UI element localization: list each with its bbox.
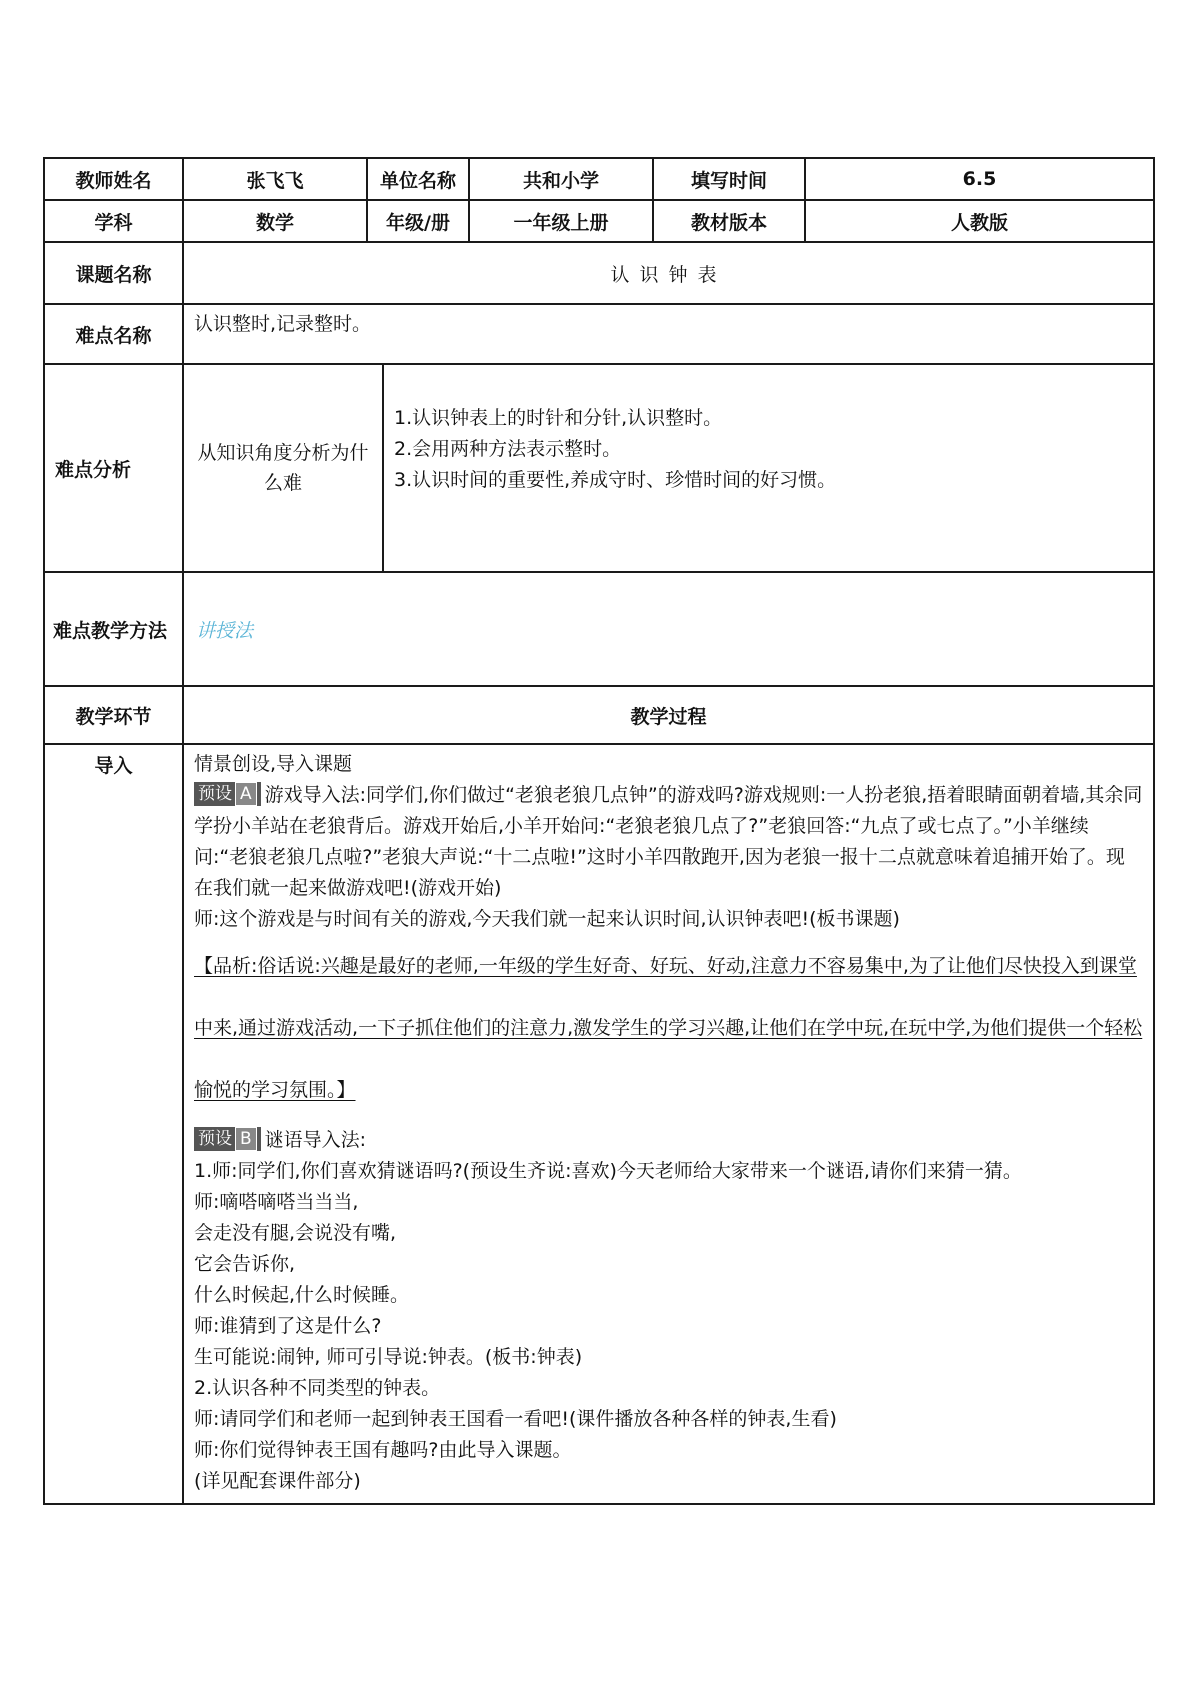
analysis-sub-label: 从知识角度分析为什么难 [184, 365, 384, 571]
stage-label: 教学环节 [44, 686, 183, 744]
intro-row [44, 744, 1154, 1504]
analysis-split [184, 365, 1153, 571]
subject-label: 学科 [44, 200, 183, 242]
intro-line: 师:嘀嗒嘀嗒当当当, [194, 1191, 359, 1213]
unit-label: 单位名称 [367, 158, 469, 200]
analysis-points [384, 365, 1153, 571]
lesson-plan-page [43, 157, 1153, 1505]
process-label: 教学过程 [183, 686, 1154, 744]
difficulty-row [44, 304, 1154, 364]
method-label: 难点教学方法 [44, 572, 183, 686]
edition-label: 教材版本 [653, 200, 805, 242]
unit-name: 共和小学 [469, 158, 653, 200]
teacher-line: 师:这个游戏是与时间有关的游戏,今天我们就一起来认识时间,认识钟表吧!(板书课题) [194, 908, 900, 930]
intro-line: (详见配套课件部分) [194, 1470, 361, 1492]
preset-a-block [194, 780, 1143, 904]
intro-line: 师:请同学们和老师一起到钟表王国看一看吧!(课件播放各种各样的钟表,生看) [194, 1408, 837, 1430]
preset-b-letter: B [235, 1127, 257, 1151]
preset-a-badge [194, 782, 261, 806]
date-value: 6.5 [805, 158, 1154, 200]
edition-value: 人教版 [805, 200, 1154, 242]
preset-a-letter: A [235, 782, 257, 806]
intro-line: 生可能说:闹钟, 师可引导说:钟表。(板书:钟表) [194, 1346, 583, 1368]
subject-value: 数学 [183, 200, 367, 242]
preset-b-tag: 预设 [198, 1129, 232, 1149]
preset-a-tag: 预设 [198, 784, 232, 804]
method-value: 讲授法 [183, 572, 1154, 686]
method-row [44, 572, 1154, 686]
analysis-point: 3.认识时间的重要性,养成守时、珍惜时间的好习惯。 [394, 469, 837, 491]
grade-label: 年级/册 [367, 200, 469, 242]
grade-value: 一年级上册 [469, 200, 653, 242]
preset-b-badge [194, 1127, 261, 1151]
analysis-label: 难点分析 [44, 364, 183, 572]
teacher-label: 教师姓名 [44, 158, 183, 200]
teacher-name: 张飞飞 [183, 158, 367, 200]
intro-line: 师:你们觉得钟表王国有趣吗?由此导入课题。 [194, 1439, 572, 1461]
header-row-2 [44, 200, 1154, 242]
analysis-row [44, 364, 1154, 572]
topic-title: 认识钟表 [183, 242, 1154, 304]
lesson-plan-table [43, 157, 1155, 1505]
intro-heading: 情景创设,导入课题 [194, 753, 353, 775]
intro-line: 它会告诉你, [194, 1253, 296, 1275]
process-header-row [44, 686, 1154, 744]
date-label: 填写时间 [653, 158, 805, 200]
preset-b-text: 谜语导入法: [264, 1129, 367, 1151]
analysis-point: 2.会用两种方法表示整时。 [394, 438, 622, 460]
intro-line: 1.师:同学们,你们喜欢猜谜语吗?(预设生齐说:喜欢)今天老师给大家带来一个谜语,请你们来猜一猜。 [194, 1160, 1022, 1182]
header-row-1 [44, 158, 1154, 200]
topic-row [44, 242, 1154, 304]
analysis-point: 1.认识钟表上的时针和分针,认识整时。 [394, 407, 723, 429]
difficulty-label: 难点名称 [44, 304, 183, 364]
intro-line: 师:谁猜到了这是什么? [194, 1315, 382, 1337]
intro-line: 什么时候起,什么时候睡。 [194, 1284, 410, 1306]
intro-line: 会走没有腿,会说没有嘴, [194, 1222, 397, 1244]
topic-label: 课题名称 [44, 242, 183, 304]
analysis-cell [183, 364, 1154, 572]
analysis-comment: 【品析:俗话说:兴趣是最好的老师,一年级的学生好奇、好玩、好动,注意力不容易集中,为了让他们尽快投入到课堂中来,通过游戏活动,一下子抓住他们的注意力,激发学生的学习兴趣,让他们在学中玩,在玩中学,为他们提供一个轻松愉悦的学习氛围。】 [194, 955, 1143, 1101]
preset-b-block [194, 1125, 1143, 1156]
preset-a-text: 游戏导入法:同学们,你们做过“老狼老狼几点钟”的游戏吗?游戏规则:一人扮老狼,捂着眼睛面朝着墙,其余同学扮小羊站在老狼背后。游戏开始后,小羊开始问:“老狼老狼几点了?”老狼回答:“九点了或七点了。”小羊继续问:“老狼老狼几点啦?”老狼大声说:“十二点啦!”这时小羊四散跑开,因为老狼一报十二点就意味着追捕开始了。现在我们就一起来做游戏吧!(游戏开始) [194, 784, 1143, 899]
intro-stage: 导入 [44, 744, 183, 1504]
difficulty-value: 认识整时,记录整时。 [183, 304, 1154, 364]
intro-process [183, 744, 1154, 1504]
intro-line: 2.认识各种不同类型的钟表。 [194, 1377, 441, 1399]
